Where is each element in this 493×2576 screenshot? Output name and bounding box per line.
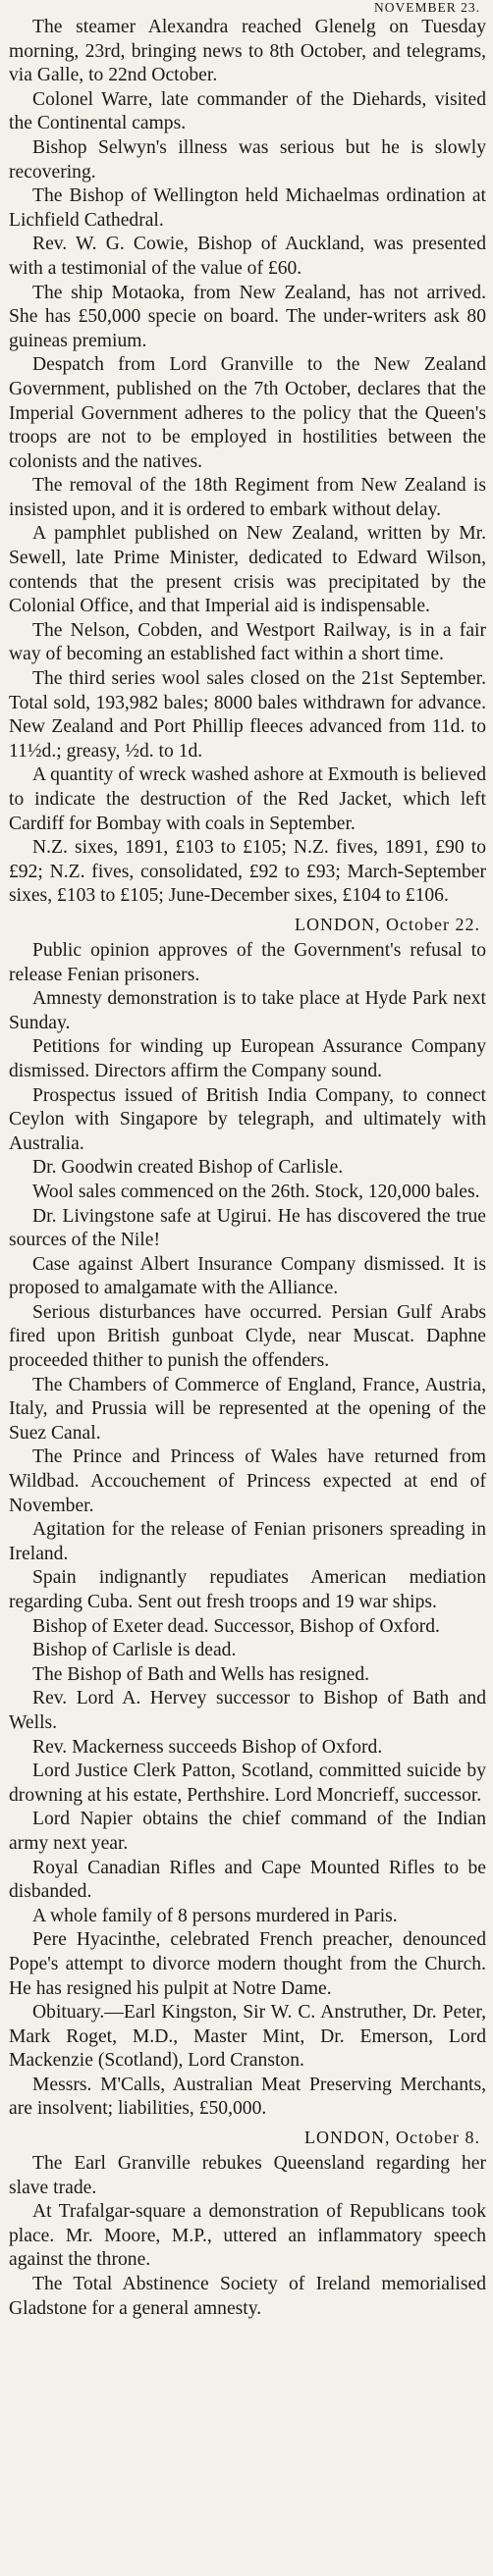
paragraph: The ship Motaoka, from New Zealand, has not arrived. She has £50,000 specie on board. The under-writers ask 80 guineas premium. [9,282,486,351]
paragraph: Amnesty demonstration is to take place at Hyde Park next Sunday. [9,988,486,1033]
dateline: LONDON, October 8. [304,2128,480,2148]
paragraph: The Bishop of Bath and Wells has resigned. [32,1663,370,1685]
paragraph: Despatch from Lord Granville to the New Zealand Government, published on the 7th October, declares that the Imperial Government adheres to the policy that the Queen's troops are not to be employed in hostilities between the colonists and the natives. [9,354,486,472]
paragraph: Bishop Selwyn's illness was serious but he is slowly recovering. [9,136,486,183]
section-colonial-news [9,16,486,909]
paragraph: Dr. Goodwin created Bishop of Carlisle. [32,1157,344,1179]
paragraph: Colonel Warre, late commander of the Diehards, visited the Continental camps. [9,88,486,134]
paragraph: The Chambers of Commerce of England, France, Austria, Italy, and Prussia will be represented at the opening of the Suez Canal. [9,1374,486,1444]
paragraph: The third series wool sales closed on the 21st September. Total sold, 193,982 bales; 8000 bales withdrawn for advance. New Zealand and Port Phillip fleeces advanced from 11d. to 11½d.; greasy, ½d. to 1d. [9,668,486,762]
paragraph: Messrs. M'Calls, Australian Meat Preserving Merchants, are insolvent; liabilities, £50,000. [9,2074,486,2120]
paragraph: Public opinion approves of the Government's refusal to release Fenian prisoners. [9,939,486,985]
paragraph: Prospectus issued of British India Company, to connect Ceylon with Singapore by telegraph, and ultimately with Australia. [9,1084,486,1154]
paragraph: Spain indignantly repudiates American mediation regarding Cuba. Sent out fresh troops and 19 war ships. [9,1567,486,1612]
paragraph: At Trafalgar-square a demonstration of Republicans took place. Mr. Moore, M.P., uttered an inflammatory speech against the throne. [9,2201,486,2271]
paragraph: Obituary.—Earl Kingston, Sir W. C. Anstruther, Dr. Peter, Mark Roget, M.D., Master Mint, Dr. Emerson, Lord Mackenzie (Scotland), Lord Cranston. [9,2002,486,2072]
paragraph: The Nelson, Cobden, and Westport Railway, is in a fair way of becoming an established fact within a short time. [9,619,486,665]
section-london-october-22 [9,913,486,2122]
paragraph: The Prince and Princess of Wales have returned from Wildbad. Accouchement of Princess expected at end of November. [9,1446,486,1516]
paragraph: Bishop of Exeter dead. Successor, Bishop of Oxford. [32,1615,440,1637]
paragraph: The Earl Granville rebukes Queensland regarding her slave trade. [9,2153,486,2198]
paragraph: The Bishop of Wellington held Michaelmas ordination at Lichfield Cathedral. [9,185,486,231]
paragraph: A whole family of 8 persons murdered in Paris. [32,1905,398,1926]
paragraph: The removal of the 18th Regiment from New Zealand is insisted upon, and it is ordered to embark without delay. [9,475,486,520]
paragraph: Serious disturbances have occurred. Persian Gulf Arabs fired upon British gunboat Clyde, near Muscat. Daphne proceeded thither to punish the offenders. [9,1301,486,1372]
paragraph: Rev. Mackerness succeeds Bishop of Oxford. [32,1736,383,1758]
paragraph: Royal Canadian Rifles and Cape Mounted Rifles to be disbanded. [9,1857,486,1903]
paragraph: Wool sales commenced on the 26th. Stock, 120,000 bales. [32,1181,480,1202]
paragraph: Pere Hyacinthe, celebrated French preacher, denounced Pope's attempt to divorce modern thought from the Church. He has resigned his pulpit at Notre Dame. [9,1929,486,1999]
paragraph: Bishop of Carlisle is dead. [32,1640,237,1661]
paragraph: N.Z. sixes, 1891, £103 to £105; N.Z. fives, 1891, £90 to £92; N.Z. fives, consolidated, £92 to £93; March-September sixes, £103 to £105; June-December sixes, £104 to £106. [9,837,486,907]
paragraph: Case against Albert Insurance Company dismissed. It is proposed to amalgamate with the Alliance. [9,1253,486,1299]
section-london-october-8 [9,2126,486,2321]
paragraph: A quantity of wreck washed ashore at Exmouth is believed to indicate the destruction of the Red Jacket, which left Cardiff for Bombay with coals in September. [9,764,486,834]
paragraph: Rev. Lord A. Hervey successor to Bishop of Bath and Wells. [9,1688,486,1733]
paragraph: Agitation for the release of Fenian prisoners spreading in Ireland. [9,1519,486,1564]
paragraph: The steamer Alexandra reached Glenelg on Tuesday morning, 23rd, bringing news to 8th October, and telegrams, via Galle, to 22nd October. [9,17,486,86]
paragraph: Lord Napier obtains the chief command of the Indian army next year. [9,1809,486,1854]
page-header-date: NOVEMBER 23. [373,0,480,15]
paragraph: Dr. Livingstone safe at Ugirui. He has discovered the true sources of the Nile! [9,1205,486,1251]
paragraph: Lord Justice Clerk Patton, Scotland, committed suicide by drowning at his estate, Perthshire. Lord Moncrieff, successor. [9,1761,486,1806]
dateline: LONDON, October 22. [295,914,480,934]
paragraph: Rev. W. G. Cowie, Bishop of Auckland, was presented with a testimonial of the value of £60. [9,234,486,279]
paragraph: A pamphlet published on New Zealand, written by Mr. Sewell, late Prime Minister, dedicated to Edward Wilson, contends that the present crisis was precipitated by the Colonial Office, and that Imperial aid is indispensable. [9,523,486,617]
paragraph: Petitions for winding up European Assurance Company dismissed. Directors affirm the Company sound. [9,1036,486,1081]
paragraph: The Total Abstinence Society of Ireland memorialised Gladstone for a general amnesty. [9,2274,486,2319]
